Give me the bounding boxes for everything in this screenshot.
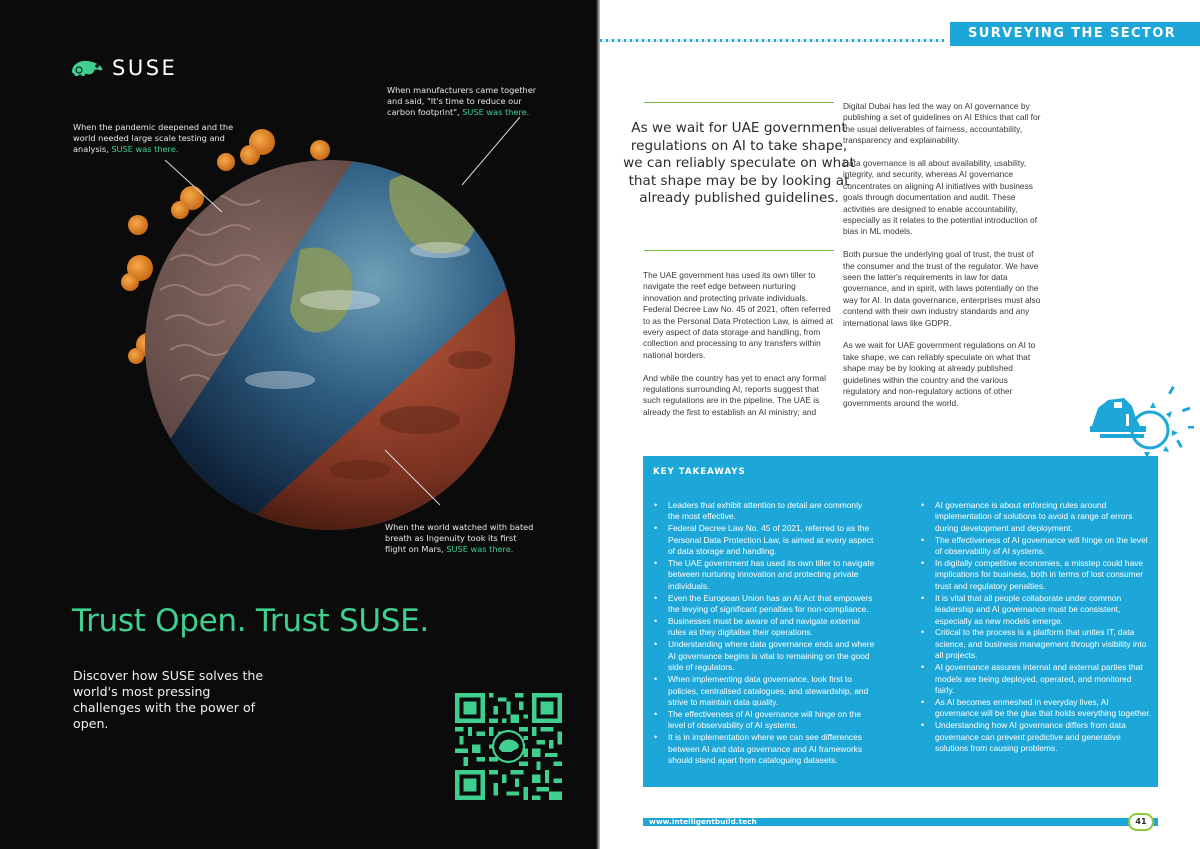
- article-column-right: [843, 101, 1043, 420]
- article-column-left: [643, 270, 833, 430]
- paragraph: Data governance is all about availability, usability, integrity, and security, whereas AI governance concentrates on aligning AI initiatives with business goals through documentation and audit. These activities are designed to enable accountability, especially as it relates to the potential introduction of bias in ML models.: [843, 158, 1038, 237]
- key-takeaways-list-right: [920, 500, 1152, 755]
- paragraph: The UAE government has used its own tiller to navigate the reef edge between nurturing innovation and protecting private individuals. Federal Decree Law No. 45 of 2021, often referred to as the Personal Data Protection Law, is aimed at every aspect of data storage and handling, from collection and processing to any transfers within national borders.: [643, 270, 833, 360]
- takeaway-item: • Even the European Union has an AI Act that empowers the levying of significant penalties for non-compliance.: [653, 593, 875, 616]
- logo-wordmark: SUSE: [112, 56, 178, 80]
- takeaway-item: • The effectiveness of AI governance will hinge on the level of observability of AI systems.: [920, 535, 1152, 558]
- paragraph: Digital Dubai has led the way on AI governance by publishing a set of guidelines on AI Ethics that call for the usual deliverables of fairness, accountability, transparency and explainability.: [843, 101, 1041, 146]
- takeaway-item: • Leaders that exhibit attention to detail are commonly the most effective.: [653, 500, 875, 523]
- takeaway-item: • As AI becomes enmeshed in everyday lives, AI governance will be the glue that holds everything together.: [920, 697, 1152, 720]
- key-takeaways-list-left: [653, 500, 875, 767]
- takeaway-item: • The UAE government has used its own tiller to navigate between nurturing innovation and protecting private individuals.: [653, 558, 875, 592]
- callout-text: When the world watched with bated breath as Ingenuity took its first flight on Mars,: [385, 522, 534, 554]
- takeaway-item: • It is vital that all people collaborate under common leadership and AI governance must be consistent, especially as new models emerge.: [920, 593, 1152, 627]
- takeaway-item: • AI governance is about enforcing rules around implementation of solutions to avoid a range of errors during development and deployment.: [920, 500, 1152, 534]
- takeaway-item: • AI governance assures internal and external parties that models are being deployed, operated, and monitored fairly.: [920, 662, 1152, 696]
- chameleon-icon: [70, 58, 104, 78]
- footer-url-link[interactable]: www.intelligentbuild.tech: [649, 817, 757, 826]
- takeaway-item: • Understanding how AI governance differs from data governance can prevent predictive and generative solutions from causing problems.: [920, 720, 1152, 754]
- paragraph: As we wait for UAE government regulations on AI to take shape, we can reliably speculate on what that shape may be by looking at already published guidelines within the country and the various regulatory and non-regulatory actions of other governments around the world.: [843, 340, 1036, 408]
- section-title: SURVEYING THE SECTOR: [968, 26, 1177, 41]
- takeaway-item: • The effectiveness of AI governance will hinge on the level of observability of AI systems.: [653, 709, 875, 732]
- saw-icon: [1070, 378, 1200, 463]
- takeaway-item: • Federal Decree Law No. 45 of 2021, referred to as the Personal Data Protection Law, is aimed at every aspect of data storage and handling.: [653, 523, 875, 557]
- takeaway-item: • In digitally competitive economies, a misstep could have implications for business, both in terms of lost consumer trust and regulatory penalties.: [920, 558, 1152, 592]
- takeaway-item: • Businesses must be aware of and navigate external rules as they digitalise their operations.: [653, 616, 875, 639]
- takeaway-item: • It is in implementation where we can see differences between AI and data governance and AI frameworks should stand apart from cataloguing datasets.: [653, 732, 875, 766]
- key-takeaways-title: KEY TAKEAWAYS: [653, 467, 746, 477]
- callout-text: When the pandemic deepened and the world needed large scale testing and analysis,: [73, 122, 234, 154]
- paragraph: Both pursue the underlying goal of trust, the trust of the consumer and the trust of the regulator. We have seen the latter's requirements in law for data governance, and in spirit, with laws potentially on the way for AI. In data governance, enterprises must also contend with their own industry standards and any international laws like GDPR.: [843, 249, 1041, 328]
- ad-headline: Trust Open. Trust SUSE.: [72, 603, 429, 639]
- paragraph: And while the country has yet to enact any formal regulations surrounding AI, reports suggest that such regulations are in the pipeline. The UAE is already the first to establish an AI ministry; and: [643, 372, 826, 417]
- page-number: 41: [1128, 813, 1154, 831]
- article-page: [600, 0, 1200, 849]
- callout-text: When manufacturers came together and said, "It's time to reduce our carbon footprint",: [387, 85, 537, 117]
- callout-line-2: [462, 117, 520, 185]
- header-dotted-rule: [600, 38, 945, 43]
- callout-manufacturers: [387, 85, 537, 118]
- pull-quote: As we wait for UAE government regulations on AI to take shape, we can reliably speculate on what that shape may be by looking at already published guidelines.: [623, 120, 855, 207]
- qr-code[interactable]: [455, 693, 562, 800]
- callout-highlight: SUSE was there.: [462, 107, 530, 117]
- takeaway-item: • Critical to the process is a platform that unites IT, data science, and business management through visibility into all projects.: [920, 627, 1152, 661]
- callout-highlight: SUSE was there.: [111, 144, 179, 154]
- ad-subcopy: Discover how SUSE solves the world's most pressing challenges with the power of open.: [73, 668, 264, 731]
- pull-quote-rule-top: [644, 102, 834, 103]
- callout-pandemic: [73, 122, 248, 155]
- callout-highlight: SUSE was there.: [446, 544, 514, 554]
- pull-quote-rule-bottom: [644, 250, 834, 251]
- suse-logo[interactable]: [70, 56, 177, 80]
- takeaway-item: • When implementing data governance, look first to policies, centralised catalogues, and stewardship, and strive to maintain data quality.: [653, 674, 875, 708]
- takeaway-item: • Understanding where data governance ends and where AI governance begins is vital to remaining on the good side of regulators.: [653, 639, 875, 673]
- key-takeaways-box: [643, 456, 1158, 787]
- callout-mars: [385, 522, 535, 555]
